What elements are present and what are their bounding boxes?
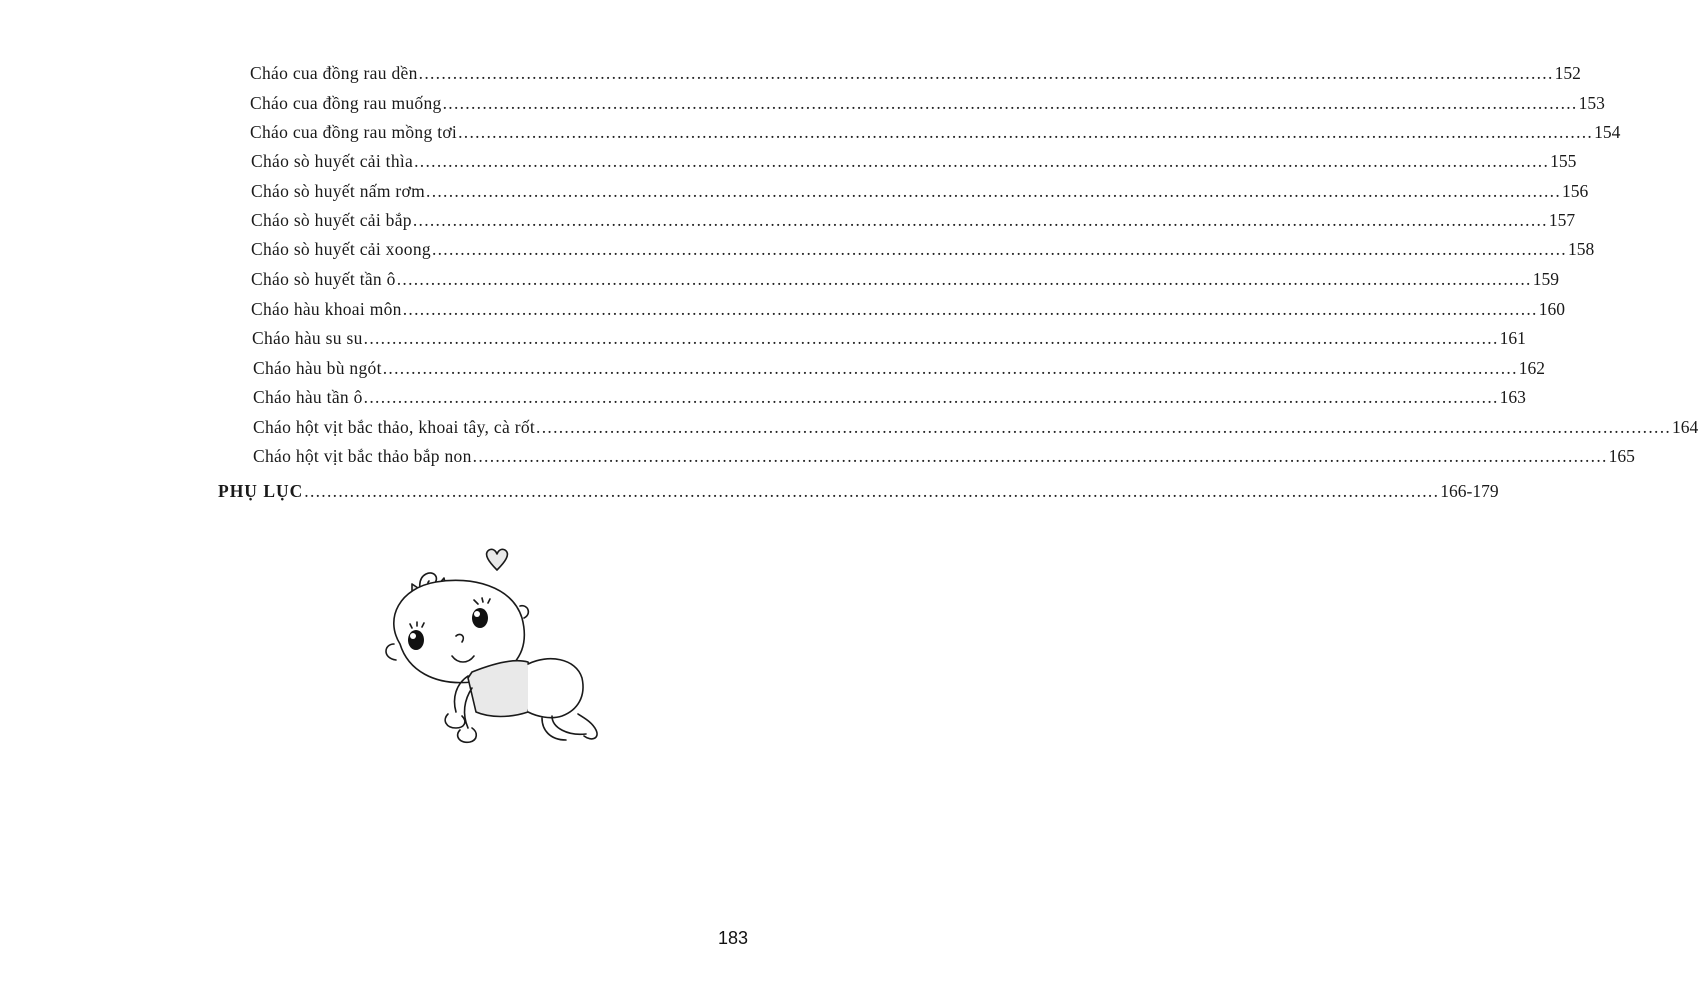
toc-dot-leader: ........................................................................................................................................................................................................ [536, 417, 1672, 437]
toc-entry-title: Cháo sò huyết nấm rơm [251, 181, 426, 201]
toc-entry-page: 156 [1562, 181, 1589, 201]
toc-entry-page: 162 [1518, 358, 1545, 378]
toc-entry [253, 353, 1545, 383]
toc-entry-page: 159 [1532, 269, 1559, 289]
toc-dot-leader: ........................................................................................................................................................................................................ [304, 481, 1440, 501]
toc-appendix-title: PHỤ LỤC [218, 481, 304, 501]
toc-dot-leader: ........................................................................................................................................................................................................ [442, 93, 1578, 113]
toc-entry [250, 117, 1621, 147]
toc-dot-leader: ........................................................................................................................................................................................................ [396, 269, 1532, 289]
toc-entry [253, 441, 1635, 471]
toc-entry [251, 234, 1595, 264]
toc-entry-title: Cháo hột vịt bắc thảo bắp non [253, 446, 472, 466]
toc-appendix-pages: 166-179 [1440, 481, 1499, 501]
toc-entry [251, 294, 1565, 324]
toc-entry [251, 264, 1559, 294]
toc-entry-title: Cháo hàu khoai môn [251, 299, 402, 319]
toc-entry [250, 58, 1581, 88]
toc-entry [253, 382, 1526, 412]
toc-entry-page: 161 [1499, 328, 1526, 348]
toc-entry [251, 146, 1577, 176]
toc-entry-title: Cháo sò huyết cải bắp [251, 210, 412, 230]
toc-entry [250, 88, 1605, 118]
toc-appendix [218, 476, 1499, 506]
toc-dot-leader: ........................................................................................................................................................................................................ [431, 239, 1567, 259]
toc-entry-page: 158 [1567, 239, 1595, 259]
toc-dot-leader: ........................................................................................................................................................................................................ [363, 328, 1499, 348]
toc-dot-leader: ........................................................................................................................................................................................................ [414, 151, 1550, 171]
toc-entry-title: Cháo hàu tần ô [253, 387, 363, 407]
toc-entry-page: 155 [1550, 151, 1577, 171]
toc-entry-page: 152 [1554, 63, 1581, 83]
toc-dot-leader: ........................................................................................................................................................................................................ [412, 210, 1548, 230]
toc-entry-title: Cháo cua đồng rau dền [250, 63, 418, 83]
toc-entry-title: Cháo hàu bù ngót [253, 358, 382, 378]
toc-entry-title: Cháo sò huyết tần ô [251, 269, 396, 289]
toc-entry-title: Cháo sò huyết cải thìa [251, 151, 414, 171]
toc-dot-leader: ........................................................................................................................................................................................................ [363, 387, 1499, 407]
toc-dot-leader: ........................................................................................................................................................................................................ [426, 181, 1562, 201]
toc-dot-leader: ........................................................................................................................................................................................................ [402, 299, 1538, 319]
toc-entry [252, 323, 1526, 353]
toc-entry [251, 176, 1589, 206]
toc-entry-page: 154 [1594, 122, 1621, 142]
toc-entry-title: Cháo cua đồng rau mồng tơi [250, 122, 458, 142]
toc-dot-leader: ........................................................................................................................................................................................................ [382, 358, 1518, 378]
toc-entry-page: 160 [1538, 299, 1565, 319]
toc-entry-page: 157 [1548, 210, 1576, 230]
toc-entry-title: Cháo cua đồng rau muống [250, 93, 442, 113]
heart-icon [487, 549, 508, 570]
page-number: 183 [718, 928, 749, 948]
toc-entry-page: 153 [1578, 93, 1605, 113]
toc-entry-page: 165 [1608, 446, 1635, 466]
toc-dot-leader: ........................................................................................................................................................................................................ [458, 122, 1594, 142]
crawling-baby-icon [372, 548, 612, 748]
toc-dot-leader: ........................................................................................................................................................................................................ [418, 63, 1554, 83]
toc-entry-title: Cháo hột vịt bắc thảo, khoai tây, cà rốt [253, 417, 536, 437]
toc-entry-title: Cháo hàu su su [252, 328, 363, 348]
toc-dot-leader: ........................................................................................................................................................................................................ [472, 446, 1608, 466]
toc-entry-page: 163 [1499, 387, 1526, 407]
toc-entry [251, 205, 1576, 235]
toc-entry-title: Cháo sò huyết cải xoong [251, 239, 431, 259]
toc-entry-page: 164 [1672, 417, 1698, 437]
toc-entry [253, 412, 1698, 442]
